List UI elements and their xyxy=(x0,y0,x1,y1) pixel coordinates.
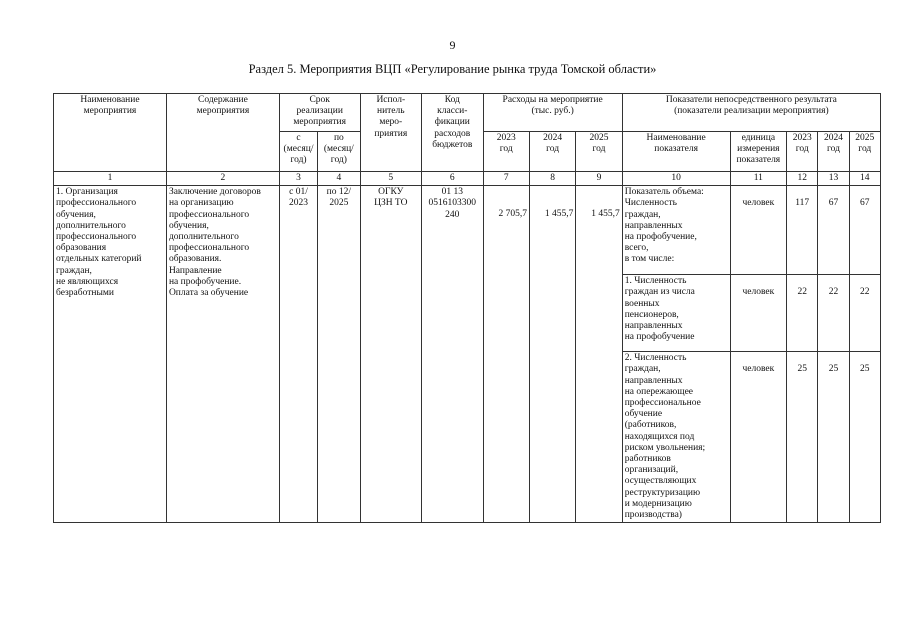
column-number: 8 xyxy=(529,172,575,186)
header-exp-2025: 2025 год xyxy=(576,132,622,172)
activities-table xyxy=(53,93,881,523)
indicator-name: Показатель объема: Численность граждан, направленных на профобучение, всего, в том числе: xyxy=(622,186,730,275)
section-title: Раздел 5. Мероприятия ВЦП «Регулирование рынка труда Томской области» xyxy=(248,62,657,76)
column-number: 6 xyxy=(422,172,484,186)
indicator-2023: 25 xyxy=(787,352,818,523)
indicator-unit: человек xyxy=(730,186,786,275)
header-executor: Испол- нитель меро- приятия xyxy=(360,94,422,172)
indicator-2023: 117 xyxy=(787,186,818,275)
column-number: 12 xyxy=(787,172,818,186)
indicator-name: 2. Численность граждан, направленных на опережающее профессиональное обучение (работников, находящихся под риском увольнения; работников организаций, осуществляющих реструктуризацию и модернизацию производства) xyxy=(622,352,730,523)
indicator-name: 1. Численность граждан из числа военных пенсионеров, направленных на профобучение xyxy=(622,275,730,352)
column-number: 11 xyxy=(730,172,786,186)
column-number: 4 xyxy=(318,172,360,186)
header-ind-2024: 2024 год xyxy=(818,132,849,172)
expense-2025: 1 455,7 xyxy=(576,186,622,523)
executor: ОГКУ ЦЗН ТО xyxy=(360,186,422,523)
column-number: 9 xyxy=(576,172,622,186)
column-number: 2 xyxy=(166,172,279,186)
expense-2023: 2 705,7 xyxy=(483,186,529,523)
header-code: Код класси- фикации расходов бюджетов xyxy=(422,94,484,172)
column-number: 7 xyxy=(483,172,529,186)
header-exp-2024: 2024 год xyxy=(529,132,575,172)
header-exp-2023: 2023 год xyxy=(483,132,529,172)
header-name: Наименование мероприятия xyxy=(54,94,167,172)
header-indicators: Показатели непосредственного результата (показатели реализации мероприятия) xyxy=(622,94,880,132)
indicator-2024: 67 xyxy=(818,186,849,275)
indicator-2025: 25 xyxy=(849,352,880,523)
header-ind-name: Наименование показателя xyxy=(622,132,730,172)
header-period-to: по (месяц/ год) xyxy=(318,132,360,172)
activity-content: Заключение договоров на организацию профессионального обучения, дополнительного профессионального образования. Направление на профобучение. Оплата за обучение xyxy=(166,186,279,523)
period-to: по 12/ 2025 xyxy=(318,186,360,523)
indicator-2024: 22 xyxy=(818,275,849,352)
header-ind-unit: единица измерения показателя xyxy=(730,132,786,172)
column-number: 14 xyxy=(849,172,880,186)
column-numbers-row xyxy=(54,172,881,186)
column-number: 1 xyxy=(54,172,167,186)
column-number: 3 xyxy=(279,172,317,186)
header-ind-2023: 2023 год xyxy=(787,132,818,172)
header-expenses: Расходы на мероприятие (тыс. руб.) xyxy=(483,94,622,132)
header-ind-2025: 2025 год xyxy=(849,132,880,172)
indicator-2024: 25 xyxy=(818,352,849,523)
indicator-2023: 22 xyxy=(787,275,818,352)
activity-name: 1. Организация профессионального обучения, дополнительного профессионального образования отдельных категорий граждан, не являющихся безработными xyxy=(54,186,167,523)
indicator-unit: человек xyxy=(730,352,786,523)
column-number: 13 xyxy=(818,172,849,186)
expense-2024: 1 455,7 xyxy=(529,186,575,523)
indicator-2025: 22 xyxy=(849,275,880,352)
header-content: Содержание мероприятия xyxy=(166,94,279,172)
column-number: 5 xyxy=(360,172,422,186)
column-number: 10 xyxy=(622,172,730,186)
indicator-2025: 67 xyxy=(849,186,880,275)
budget-code: 01 13 0516103300 240 xyxy=(422,186,484,523)
header-period: Срок реализации мероприятия xyxy=(279,94,360,132)
page-number: 9 xyxy=(449,38,456,52)
indicator-unit: человек xyxy=(730,275,786,352)
period-from: с 01/ 2023 xyxy=(279,186,317,523)
header-period-from: с (месяц/ год) xyxy=(279,132,317,172)
table-row xyxy=(54,186,881,275)
